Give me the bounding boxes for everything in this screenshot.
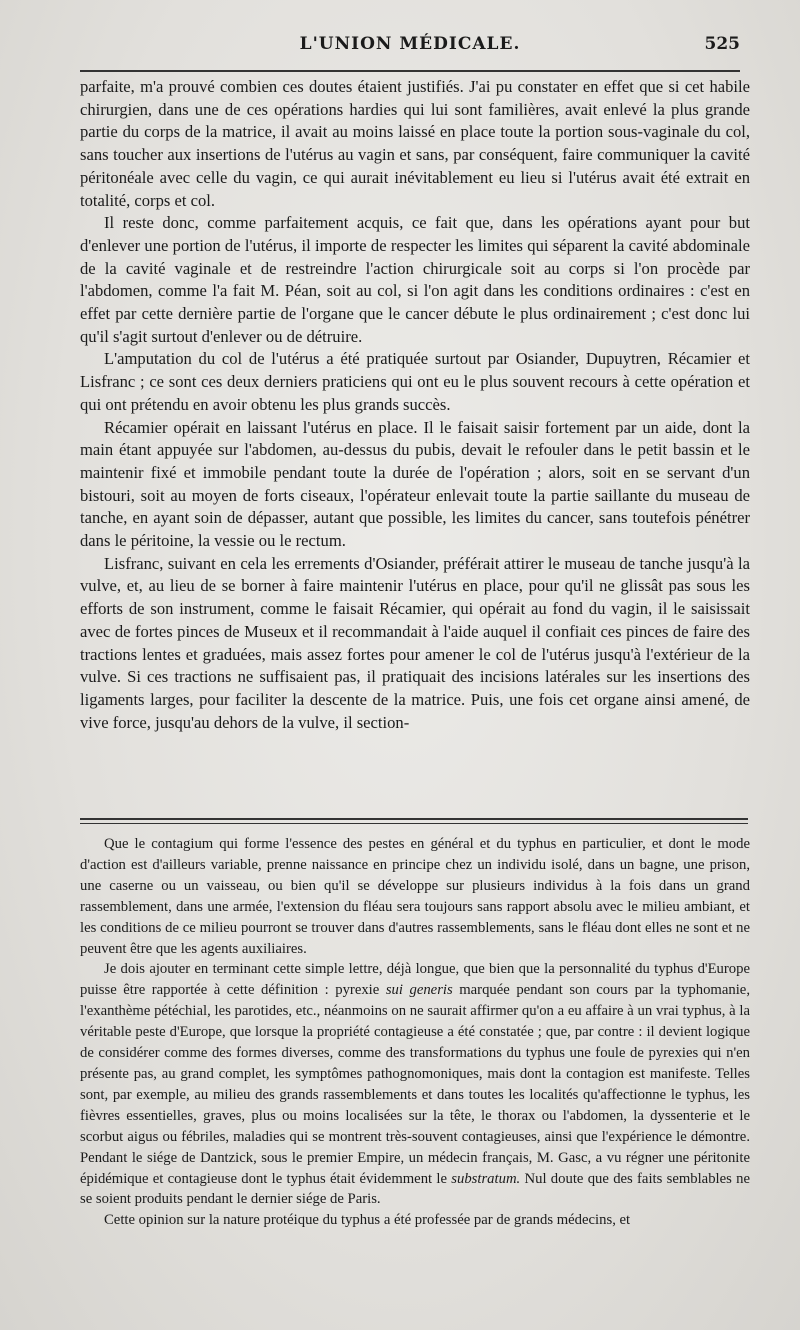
latin-term: sui generis [385,982,453,999]
main-text [80,76,750,734]
paragraph-3: L'amputation du col de l'utérus a été pratiquée surtout par Osiander, Dupuytren, Récamier et Lisfranc ; ce sont ces deux derniers praticiens qui ont eu le plus souvent recours à cette opération et qui ont prétendu en avoir obtenu les plus grands succès. [80,349,750,414]
footnote-text-segment: Nul doute que des faits semblables ne se soient produits pendant le dernier siége de Paris. [80,1170,751,1208]
running-title: L'UNION MÉDICALE. [299,34,521,54]
footnote-text-segment: Je dois ajouter en terminant cette simple lettre, déjà longue, que bien que la personnalité du typhus d'Europe puisse être rapportée à cette définition : pyrexie [80,961,750,999]
page-number: 525 [704,34,740,54]
header-rule [80,70,740,72]
paragraph-4: Récamier opérait en laissant l'utérus en place. Il le faisait saisir fortement par un aide, dont la main étant appuyée sur l'abdomen, au-dessus du pubis, devait le refouler dans le petit bassin et le maintenir fixé et immobile pendant toute la durée de l'opération ; alors, soit en se servant d'un bistouri, soit au moyen de forts ciseaux, l'opérateur enlevait toute la partie saillante du museau de tanche, en ayant soin de dépasser, autant que possible, les limites du cancer, sans toutefois pénétrer dans le péritoine, la vessie ou le rectum. [80,417,750,551]
footnote-separator [80,818,748,824]
latin-term: substratum. [451,1170,521,1187]
footnote-paragraph-1: Que le contagium qui forme l'essence des pestes en général et du typhus en particulier, et dont le mode d'action est d'ailleurs variable, prenne naissance en principe chez un individu isolé, dans un bagne, une prison, une caserne ou un vaisseau, ou bien qu'il se développe sur plusieurs individus à la fois dans un grand rassemblement, dans une armée, l'extension du fléau sera toujours sans rapport absolu avec le milieu ambiant, et les conditions de ce milieu pourront se trouver dans d'autres rassemblements, sans le fléau dont elles ne sont et ne peuvent être que les agents auxiliaires. [80,836,750,957]
footnote-paragraph-3: Cette opinion sur la nature protéique du typhus a été professée par de grands médecins, et [104,1212,631,1229]
paragraph-1: parfaite, m'a prouvé combien ces doutes étaient justifiés. J'ai pu constater en effet que si cet habile chirurgien, dans une de ces opérations hardies qui lui sont familières, avait enlevé la plus grande partie du corps de la matrice, il avait au moins laissé en place toute la portion sous-vaginale du col, sans toucher aux insertions de l'utérus au vagin et sans, par conséquent, faire communiquer la cavité péritonéale avec celle du vagin, ce qui aurait inévitablement eu lieu si l'utérus avait été extrait en totalité, corps et col. [80,77,750,210]
page-header [80,34,740,58]
footnote-column [80,834,750,1231]
paragraph-5: Lisfranc, suivant en cela les errements d'Osiander, préférait attirer le museau de tanche jusqu'à la vulve, et, au lieu de se borner à faire maintenir l'utérus en place, pour qu'il ne glissât pas sous les efforts de son instrument, comme le faisait Récamier, qui opérait au fond du vagin, il le saisissait avec de fortes pinces de Museux et il recommandait à l'aide auquel il confiait ces pinces de faire des tractions lentes et graduées, mais assez fortes pour amener le col de l'utérus jusqu'à l'extérieur de la vulve. Si ces tractions ne suffisaient pas, il pratiquait des incisions latérales sur les insertions des ligaments larges, pour faciliter la descente de la matrice. Puis, une fois cet organe ainsi amené, de vive force, jusqu'au dehors de la vulve, il section- [80,553,750,732]
footnote-paragraph-2 [80,959,750,1210]
footnote-text-segment: marquée pendant son cours par la typhomanie, l'exanthème pétéchial, les parotides, etc., néanmoins on ne saurait affirmer qu'on a eu affaire à un vrai typhus, à la véritable peste d'Europe, que lorsque la propriété contagieuse a été constatée ; que, par contre : il devient logique de considérer comme des formes diverses, comme des transformations du typhus une foule de pyrexies qui n'en présente pas, au grand complet, les symptômes pathognomoniques, mais dont la contagion est manifeste. Telles sont, par exemple, au milieu des grands rassemblements et dans toutes les localités qu'affectionne le typhus, les fièvres essentielles, graves, plus ou moins localisées sur la tête, le thorax ou l'abdomen, la dyssenterie et le scorbut aigus ou fébriles, maladies qui se montrent très-souvent contagieuses, ainsi que l'expérience le démontre. Pendant le siége de Dantzick, sous le premier Empire, un médecin français, M. Gasc, a vu régner une péritonite épidémique et contagieuse dont le typhus était évidemment le [80,982,750,1187]
paragraph-2: Il reste donc, comme parfaitement acquis, ce fait que, dans les opérations ayant pour but d'enlever une portion de l'utérus, il importe de respecter les limites qui séparent la cavité abdominale de la cavité vaginale et de restreindre l'action chirurgicale soit au corps si l'on procède par l'abdomen, comme l'a fait M. Péan, soit au col, si l'on agit dans les conditions ordinaires : c'est en effet par cette dernière partie de l'organe que le cancer débute le plus ordinairement ; c'est donc lui qu'il s'agit surtout d'enlever ou de détruire. [80,213,750,346]
